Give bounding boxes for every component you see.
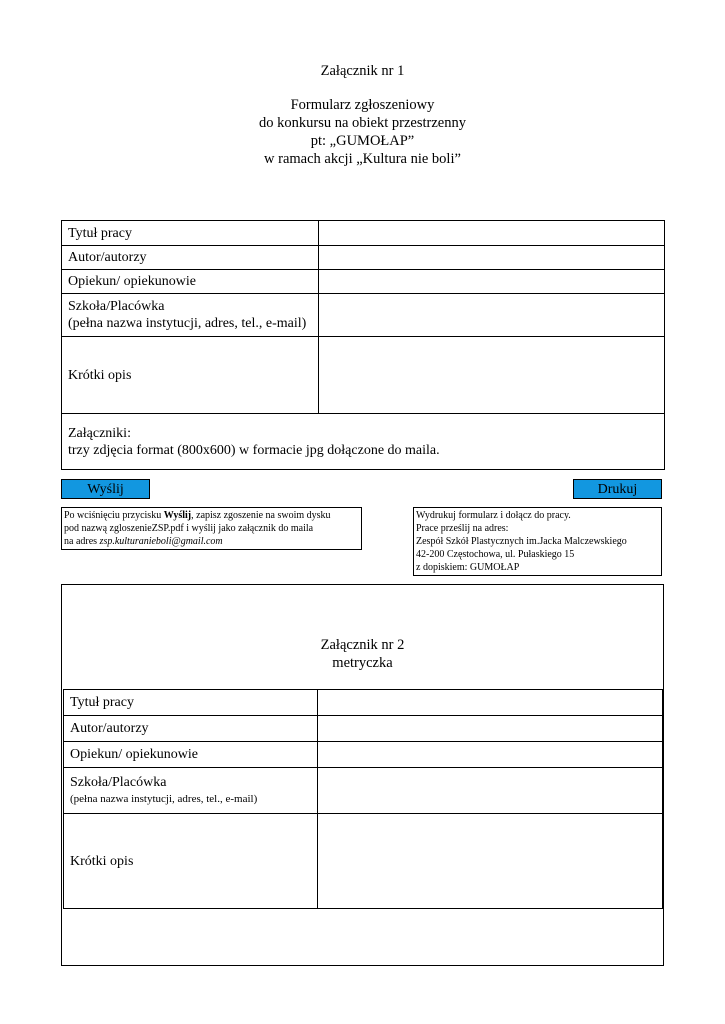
school-sublabel: (pełna nazwa instytucji, adres, tel., e-mail)	[68, 316, 307, 331]
label-description-field[interactable]	[318, 814, 662, 908]
description-field[interactable]	[319, 337, 664, 413]
label-school-sublabel: (pełna nazwa instytucji, adres, tel., e-mail)	[70, 792, 258, 805]
send-instructions-line2: pod nazwą zgloszenieZSP.pdf i wyślij jako załącznik do maila	[64, 523, 314, 534]
attachment-number: Załącznik nr 1	[320, 63, 405, 79]
school-label: Szkoła/Placówka	[68, 299, 165, 314]
label-tutor-field[interactable]	[318, 742, 662, 767]
attachments-label: Załączniki:	[68, 425, 131, 441]
label-author-field[interactable]	[318, 716, 662, 741]
label-tutor-field-cell	[318, 742, 663, 768]
title-field[interactable]	[319, 221, 664, 245]
document-header	[0, 62, 725, 168]
attachment2-subtitle: metryczka	[332, 655, 393, 671]
label-author-field-cell	[318, 716, 663, 742]
description-label: Krótki opis	[62, 337, 319, 414]
school-address-name: Zespół Szkół Plastycznych im.Jacka Malczewskiego	[416, 536, 627, 547]
label-school-label: Szkoła/Placówka	[70, 774, 167, 790]
send-instructions-address-label: na adres	[64, 536, 100, 547]
label-title-field[interactable]	[318, 690, 662, 715]
label-title-field-cell	[318, 690, 663, 716]
campaign-name: w ramach akcji „Kultura nie boli”	[264, 151, 461, 167]
attachments-cell	[62, 414, 665, 470]
attachments-text: trzy zdjęcia format (800x600) w formacie jpg dołączone do maila.	[68, 442, 440, 458]
label-description-label: Krótki opis	[64, 814, 318, 909]
tutor-label: Opiekun/ opiekunowie	[62, 270, 319, 294]
title-label: Tytuł pracy	[62, 221, 319, 246]
label-author-label: Autor/autorzy	[64, 716, 318, 742]
print-button[interactable]: Drukuj	[573, 479, 662, 499]
label-form-table	[63, 689, 663, 909]
send-instructions-post: , zapisz zgoszenie na swoim dysku	[191, 510, 331, 521]
print-instructions-line2: Prace prześlij na adres:	[416, 523, 509, 534]
entry-form-table	[61, 220, 665, 470]
print-instructions	[413, 507, 662, 576]
send-instructions	[61, 507, 362, 550]
contact-email: zsp.kulturanieboli@gmail.com	[99, 536, 223, 547]
label-description-field-cell	[318, 814, 663, 909]
send-instructions-line3	[64, 535, 359, 548]
label-school-field[interactable]	[318, 768, 662, 813]
send-button[interactable]: Wyślij	[61, 479, 150, 499]
author-field[interactable]	[319, 246, 664, 269]
author-field-cell	[319, 246, 665, 270]
description-field-cell	[319, 337, 665, 414]
label-tutor-label: Opiekun/ opiekunowie	[64, 742, 318, 768]
tutor-field-cell	[319, 270, 665, 294]
school-field[interactable]	[319, 294, 664, 336]
label-school-label-cell	[64, 768, 318, 814]
form-title: Formularz zgłoszeniowy	[290, 97, 435, 113]
title-field-cell	[319, 221, 665, 246]
school-label-cell	[62, 294, 319, 337]
label-school-field-cell	[318, 768, 663, 814]
tutor-field[interactable]	[319, 270, 664, 293]
send-instructions-pre: Po wciśnięciu przycisku	[64, 510, 164, 521]
label-title-label: Tytuł pracy	[64, 690, 318, 716]
print-instructions-line1: Wydrukuj formularz i dołącz do pracy.	[416, 510, 571, 521]
attachment2-title: Załącznik nr 2	[320, 637, 405, 653]
send-instructions-bold: Wyślij	[163, 510, 192, 521]
school-address-street: 42-200 Częstochowa, ul. Pułaskiego 15	[416, 549, 575, 560]
send-instructions-line1	[64, 509, 359, 522]
form-subtitle: do konkursu na obiekt przestrzenny	[259, 115, 466, 131]
school-field-cell	[319, 294, 665, 337]
contest-name: pt: „GUMOŁAP”	[310, 133, 415, 149]
print-instructions-tag: z dopiskiem: GUMOŁAP	[416, 562, 520, 573]
author-label: Autor/autorzy	[62, 246, 319, 270]
attachment2-header	[61, 636, 664, 672]
